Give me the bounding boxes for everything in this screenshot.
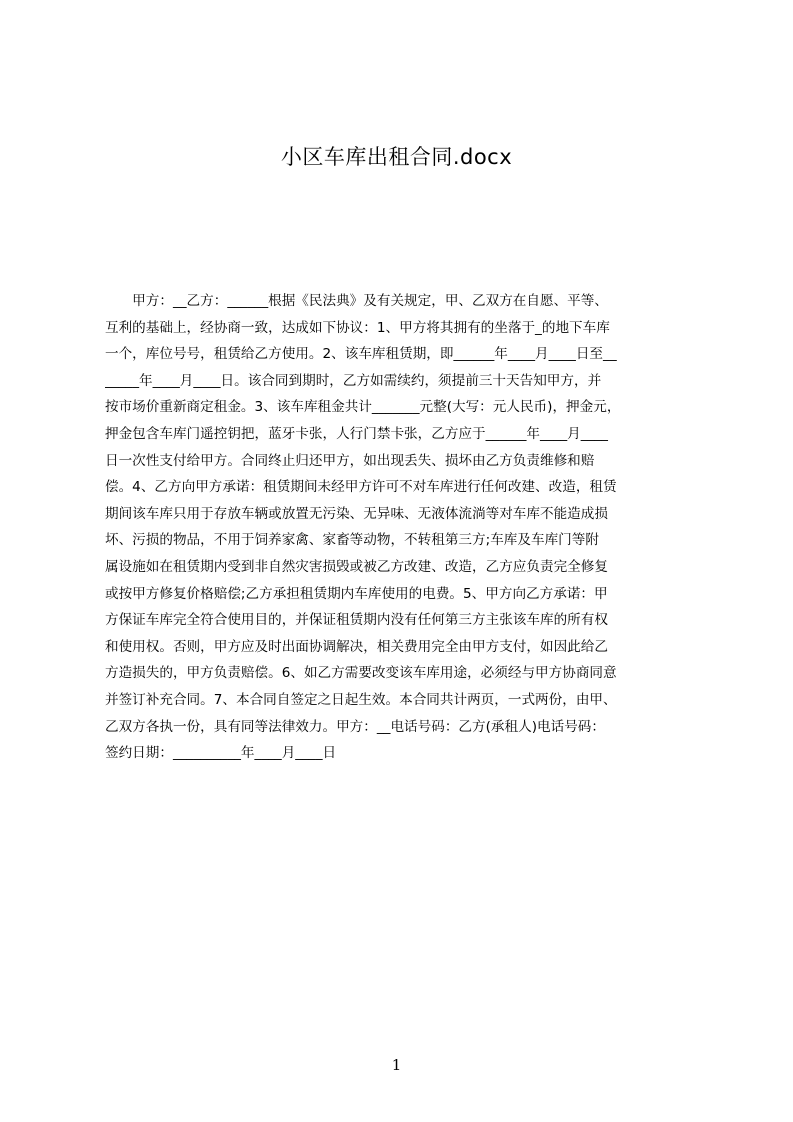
body-line: 一个，库位号号，租赁给乙方使用。2、该车库租赁期，即______年____月____日至__ (105, 346, 617, 363)
body-line: 或按甲方修复价格赔偿;乙方承担租赁期内车库使用的电费。5、甲方向乙方承诺：甲 (105, 585, 608, 602)
body-line: 属设施如在租赁期内受到非自然灾害损毁或被乙方改建、改造，乙方应负责完全修复 (105, 558, 608, 575)
body-line: _____年____月____日。该合同到期时，乙方如需续约，须提前三十天告知甲方，并 (105, 372, 602, 389)
body-line: 日一次性支付给甲方。合同终止归还甲方，如出现丢失、损坏由乙方负责维修和赔 (105, 452, 595, 469)
body-line: 和使用权。否则，甲方应及时出面协调解决，相关费用完全由甲方支付，如因此给乙 (105, 638, 608, 655)
body-line: 互利的基础上，经协商一致，达成如下协议：1、甲方将其拥有的坐落于_的地下车库 (105, 319, 610, 336)
body-line: 期间该车库只用于存放车辆或放置无污染、无异味、无液体流淌等对车库不能造成损 (105, 505, 608, 522)
body-line: 偿。4、乙方向甲方承诺：租赁期间未经甲方许可不对车库进行任何改建、改造，租赁 (105, 479, 617, 496)
body-line: 押金包含车库门遥控钥把，蓝牙卡张，人行门禁卡张，乙方应于______年____月____ (105, 425, 608, 442)
body-line: 甲方：__乙方：______根据《民法典》及有关规定，甲、乙双方在自愿、平等、 (105, 293, 608, 309)
body-line: 坏、污损的物品，不用于饲养家禽、家畜等动物，不转租第三方;车库及车库门等附 (105, 532, 599, 549)
body-line: 方保证车库完全符合使用目的，并保证租赁期内没有任何第三方主张该车库的所有权 (105, 612, 608, 629)
contract-body (105, 288, 696, 767)
document-title: 小区车库出租合同.docx (280, 145, 513, 169)
body-line: 方造损失的，甲方负责赔偿。6、如乙方需要改变该车库用途，必须经与甲方协商同意 (105, 665, 617, 682)
page-number: 1 (391, 1056, 402, 1074)
body-line: 按市场价重新商定租金。3、该车库租金共计_______元整(大写：元人民币)，押金元， (105, 399, 621, 416)
body-line: 乙双方各执一份，具有同等法律效力。甲方：__电话号码：乙方(承租人)电话号码： (105, 718, 605, 735)
signing-date-line: 签约日期：__________年____月____日 (105, 745, 337, 762)
body-line: 并签订补充合同。7、本合同自签定之日起生效。本合同共计两页，一式两份，由甲、 (105, 691, 617, 708)
